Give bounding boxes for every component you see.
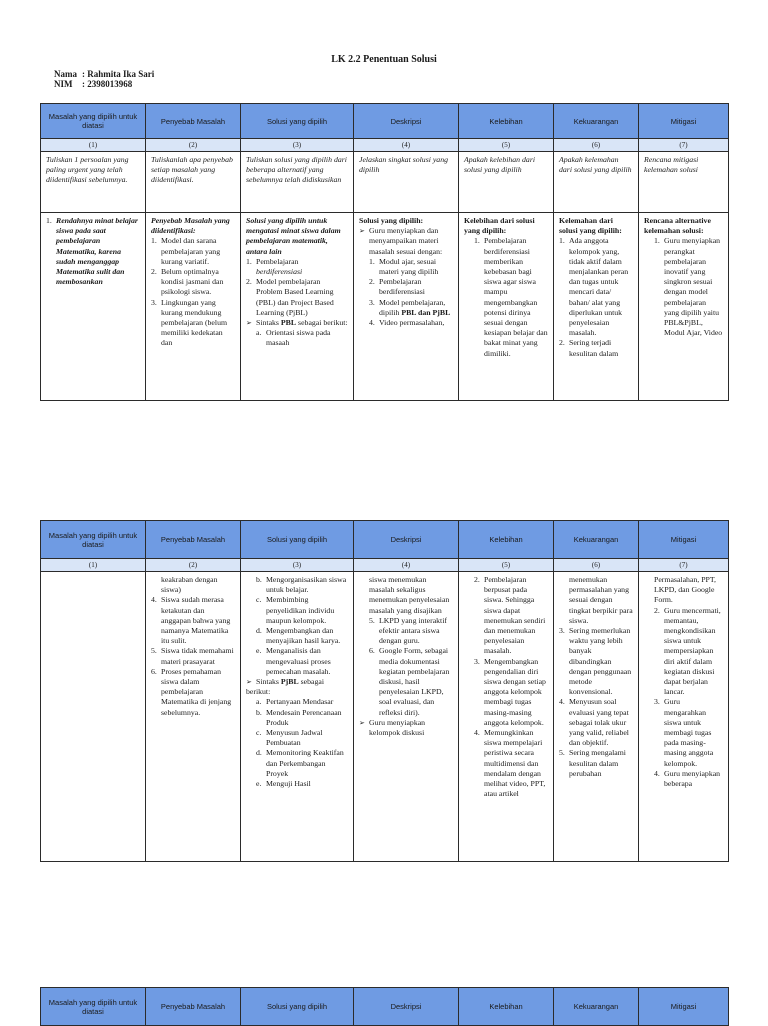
header-row — [41, 104, 729, 139]
mitigasi-cell — [639, 213, 729, 401]
instruction-row — [41, 152, 729, 213]
continued-text: siswa menemukan masalah sekaligus menemukan penyelesaian masalah yang disajikan — [369, 575, 450, 615]
col-number: (2) — [146, 559, 241, 572]
arrow-list-item: ➢ Guru menyiapkan dan menyampaikan materi masalah sesuai dengan: — [359, 226, 453, 257]
header-deskripsi: Deskripsi — [354, 104, 459, 139]
header-masalah: Masalah yang dipilih untuk diatasi — [41, 521, 146, 559]
cell-heading: Rencana alternative kelemahan solusi: — [644, 216, 711, 236]
arrow-bullet-icon — [359, 226, 369, 257]
instruction-cell: Rencana mitigasi kelemahan solusi — [639, 152, 729, 213]
solution-table-page-1 — [40, 103, 729, 401]
column-number-row — [41, 139, 729, 152]
content-row — [41, 572, 729, 862]
arrow-bullet-icon — [246, 318, 256, 327]
kekurangan-cell — [554, 213, 639, 401]
header-kekurangan: Kekuarangan — [554, 104, 639, 139]
list-item: 1. Pembelajaran berdiferensiasi — [246, 256, 303, 277]
list-item: 2. Belum optimalnya kondisi jasmani dan psikologi siswa. — [151, 267, 224, 297]
instruction-cell: Apakah kelemahan dari solusi yang dipilih — [554, 152, 639, 213]
header-masalah: Masalah yang dipilih untuk diatasi — [41, 988, 146, 1026]
list-item: e. Menguji Hasil — [256, 779, 311, 789]
list-item: 4. Siswa sudah merasa ketakutan dan anggapan bahwa yang namanya Matematika itu sulit. — [151, 595, 231, 646]
list-item: 3. Lingkungan yang kurang mendukung pembelajaran (belum memiliki kedekatan dan — [151, 297, 228, 348]
arrow-list-item: ➢ Guru menyiapkan kelompok diskusi — [359, 718, 453, 738]
list-item: 6. Google Form, sebagai media dokumentasi kegiatan pembelajaran diskusi, hasil penyelesaian LKPD, soal evaluasi, dan refleksi diri). — [369, 646, 450, 717]
header-masalah: Masalah yang dipilih untuk diatasi — [41, 104, 146, 139]
list-item: 3. Guru mengarahkan siswa untuk membagi tugas pada masing-masing anggota kelompok. — [654, 697, 714, 768]
deskripsi-cell — [354, 572, 459, 862]
col-number: (7) — [639, 139, 729, 152]
list-item: 3. Sering memerlukan waktu yang lebih banyak dibandingkan dengan penggunaan metode konvensional. — [559, 626, 632, 697]
list-item: 3. Model pembelajaran, dipilih PBL dan PjBL — [369, 297, 451, 317]
list-item: 2. Guru mencermati, memantau, mengkondisikan siswa untuk mempersiapkan diri aktif dalam kegiatan diskusi dapat berjalan lancar. — [654, 605, 721, 697]
nim-line — [54, 79, 132, 89]
list-item: b. Mengorganisasikan siswa untuk belajar. — [256, 575, 347, 595]
cell-heading: Solusi yang dipilih untuk mengatasi minat siswa dalam pembelajaran matematik, antara lain — [246, 216, 341, 256]
content-row — [41, 213, 729, 401]
cell-heading: Penyebab Masalah yang diidentifikasi: — [151, 216, 230, 236]
header-penyebab: Penyebab Masalah — [146, 104, 241, 139]
header-mitigasi: Mitigasi — [639, 104, 729, 139]
continued-text: Permasalahan, PPT, LKPD, dan Google Form. — [654, 575, 717, 605]
list-item: 1. Pembelajaran berdiferensiasi memberikan kebebasan bagi siswa agar siswa mampu mengembangkan potensi dirinya sesuai dengan kesiapan belajar dan bakat minat yang dimiliki. — [474, 236, 548, 358]
col-number: (5) — [459, 139, 554, 152]
arrow-bullet-icon — [359, 718, 369, 738]
list-item: a. Orientasi siswa pada masaah — [256, 328, 331, 348]
arrow-list-item: ➢ Sintaks PjBL sebagai berikut: — [246, 677, 348, 697]
solution-table-page-3 — [40, 987, 729, 1026]
header-row — [41, 521, 729, 559]
cell-heading: Solusi yang dipilih: — [359, 216, 424, 225]
col-number: (7) — [639, 559, 729, 572]
list-item: 2. Model pembelajaran Problem Based Learning (PBL) dan Project Based Learning (PjBL) — [246, 277, 334, 317]
list-item: 2. Pembelajaran berdiferensiasi — [369, 277, 425, 297]
solusi-cell — [241, 572, 354, 862]
name-label: Nama — [54, 69, 77, 79]
kelebihan-cell — [459, 572, 554, 862]
header-mitigasi: Mitigasi — [639, 521, 729, 559]
kekurangan-cell — [554, 572, 639, 862]
masalah-cell — [41, 213, 146, 401]
list-item: 5. Sering mengalami kesulitan dalam perubahan — [559, 748, 626, 778]
col-number: (1) — [41, 139, 146, 152]
col-number: (2) — [146, 139, 241, 152]
header-kekurangan: Kekuarangan — [554, 988, 639, 1026]
penyebab-cell — [146, 572, 241, 862]
list-item: d. Memonitoring Keaktifan dan Perkembangan Proyek — [256, 748, 344, 778]
name-value: : Rahmita Ika Sari — [82, 69, 155, 79]
name-line — [54, 69, 154, 79]
header-row — [41, 988, 729, 1026]
list-item: 1. Ada anggota kelompok yang, tidak aktif dalam menjalankan peran dan tugas untuk mencari data/ bahan/ alat yang diperlukan untuk penyelesaian masalah. — [559, 236, 629, 338]
arrow-bullet-icon — [246, 677, 256, 686]
instruction-cell: Apakah kelebihan dari solusi yang dipilih — [459, 152, 554, 213]
deskripsi-cell — [354, 213, 459, 401]
list-item: 4. Menyusun soal evaluasi yang tepat sebagai tolak ukur yang valid, reliabel dan objektif. — [559, 697, 629, 748]
list-item: 3. Mengembangkan pengendalian diri siswa dengan setiap anggota kelompok membagi tugas masing-masing anggota kelompok. — [474, 656, 546, 727]
list-item: 1. Guru menyiapkan perangkat pembelajaran inovatif yang singkron sesuai dengan model pembelajaran yang dipilih yaitu PBL&PjBL, Modul Ajar, Video — [654, 236, 723, 338]
solusi-cell — [241, 213, 354, 401]
list-item: 4. Video permasalahan, — [369, 318, 445, 328]
header-penyebab: Penyebab Masalah — [146, 988, 241, 1026]
penyebab-cell — [146, 213, 241, 401]
continued-text: keakraban dengan siswa) — [161, 575, 218, 595]
kelebihan-cell — [459, 213, 554, 401]
instruction-cell: Tuliskan solusi yang dipilih dari beberapa alternatif yang sebelumnya telah didiskusikan — [241, 152, 354, 213]
list-item: a. Pertanyaan Mendasar — [256, 697, 334, 707]
header-solusi: Solusi yang dipilih — [241, 521, 354, 559]
solution-table-page-2 — [40, 520, 729, 862]
list-item: 2. Pembelajaran berpusat pada siswa. Sehingga siswa dapat menemukan sendiri dan menemukan penyelesaian masalah. — [474, 575, 546, 656]
col-number: (3) — [241, 559, 354, 572]
col-number: (6) — [554, 139, 639, 152]
list-item: 4. Guru menyiapkan beberapa — [654, 768, 721, 789]
header-deskripsi: Deskripsi — [354, 521, 459, 559]
masalah-cell — [41, 572, 146, 862]
list-item: d. Mengembangkan dan menyajikan hasil karya. — [256, 626, 341, 646]
list-item: 2. Sering terjadi kesulitan dalam — [559, 338, 619, 358]
header-kekurangan: Kekuarangan — [554, 521, 639, 559]
continued-text: menemukan permasalahan yang sesuai dengan tingkat berpikir para siswa. — [569, 575, 633, 625]
list-item: 1. Rendahnya minat belajar siswa pada saat pembelajaran Matematika, karena sudah menganggap Matematika sulit dan membosankan — [46, 216, 138, 287]
cell-heading: Kelebihan dari solusi yang dipilih: — [464, 216, 535, 236]
mitigasi-cell — [639, 572, 729, 862]
header-penyebab: Penyebab Masalah — [146, 521, 241, 559]
list-item: 1. Model dan sarana pembelajaran yang kurang variatif. — [151, 236, 221, 266]
list-item: 5. Siswa tidak memahami materi prasayarat — [151, 646, 234, 666]
col-number: (5) — [459, 559, 554, 572]
list-item: 5. LKPD yang interaktif efektir antara siswa dengan guru. — [369, 615, 447, 646]
list-item: b. Mendesain Perencanaan Produk — [256, 707, 342, 727]
header-kelebihan: Kelebihan — [459, 104, 554, 139]
column-number-row — [41, 559, 729, 572]
header-kelebihan: Kelebihan — [459, 521, 554, 559]
instruction-cell: Tuliskanlah apa penyebab setiap masalah yang diidentifikasi. — [146, 152, 241, 213]
nim-label: NIM — [54, 79, 73, 89]
arrow-list-item: ➢ Sintaks PBL sebagai berikut: — [246, 318, 348, 328]
list-item: c. Menyusun Jadwal Pembuatan — [256, 728, 323, 748]
col-number: (3) — [241, 139, 354, 152]
list-item: 4. Memungkinkan siswa mempelajari peristiwa secara multidimensi dan mendalam dengan melihat video, PPT, atau artikel — [474, 728, 546, 799]
list-item: e. Menganalisis dan mengevaluasi proses pemecahan masalah. — [256, 646, 331, 676]
list-item: c. Membimbing penyelidikan individu maupun kelompok. — [256, 595, 335, 625]
header-solusi: Solusi yang dipilih — [241, 104, 354, 139]
list-item: 1. Modul ajar, sesuai materi yang dipilih — [369, 256, 439, 277]
header-kelebihan: Kelebihan — [459, 988, 554, 1026]
col-number: (6) — [554, 559, 639, 572]
nim-value: : 2398013968 — [82, 79, 133, 89]
cell-heading: Kelemahan dari solusi yang dipilih: — [559, 216, 622, 236]
header-mitigasi: Mitigasi — [639, 988, 729, 1026]
col-number: (4) — [354, 139, 459, 152]
document-title: LK 2.2 Penentuan Solusi — [331, 54, 437, 65]
header-solusi: Solusi yang dipilih — [241, 988, 354, 1026]
instruction-cell: Jelaskan singkat solusi yang dipilih — [354, 152, 459, 213]
col-number: (4) — [354, 559, 459, 572]
col-number: (1) — [41, 559, 146, 572]
list-item: 6. Proses pemahaman siswa dalam pembelajaran Matematika di jenjang sebelumnya. — [151, 666, 232, 717]
instruction-cell: Tuliskan 1 persoalan yang paling urgent yang telah diidentifikasi sebelumnya. — [41, 152, 146, 213]
header-deskripsi: Deskripsi — [354, 988, 459, 1026]
